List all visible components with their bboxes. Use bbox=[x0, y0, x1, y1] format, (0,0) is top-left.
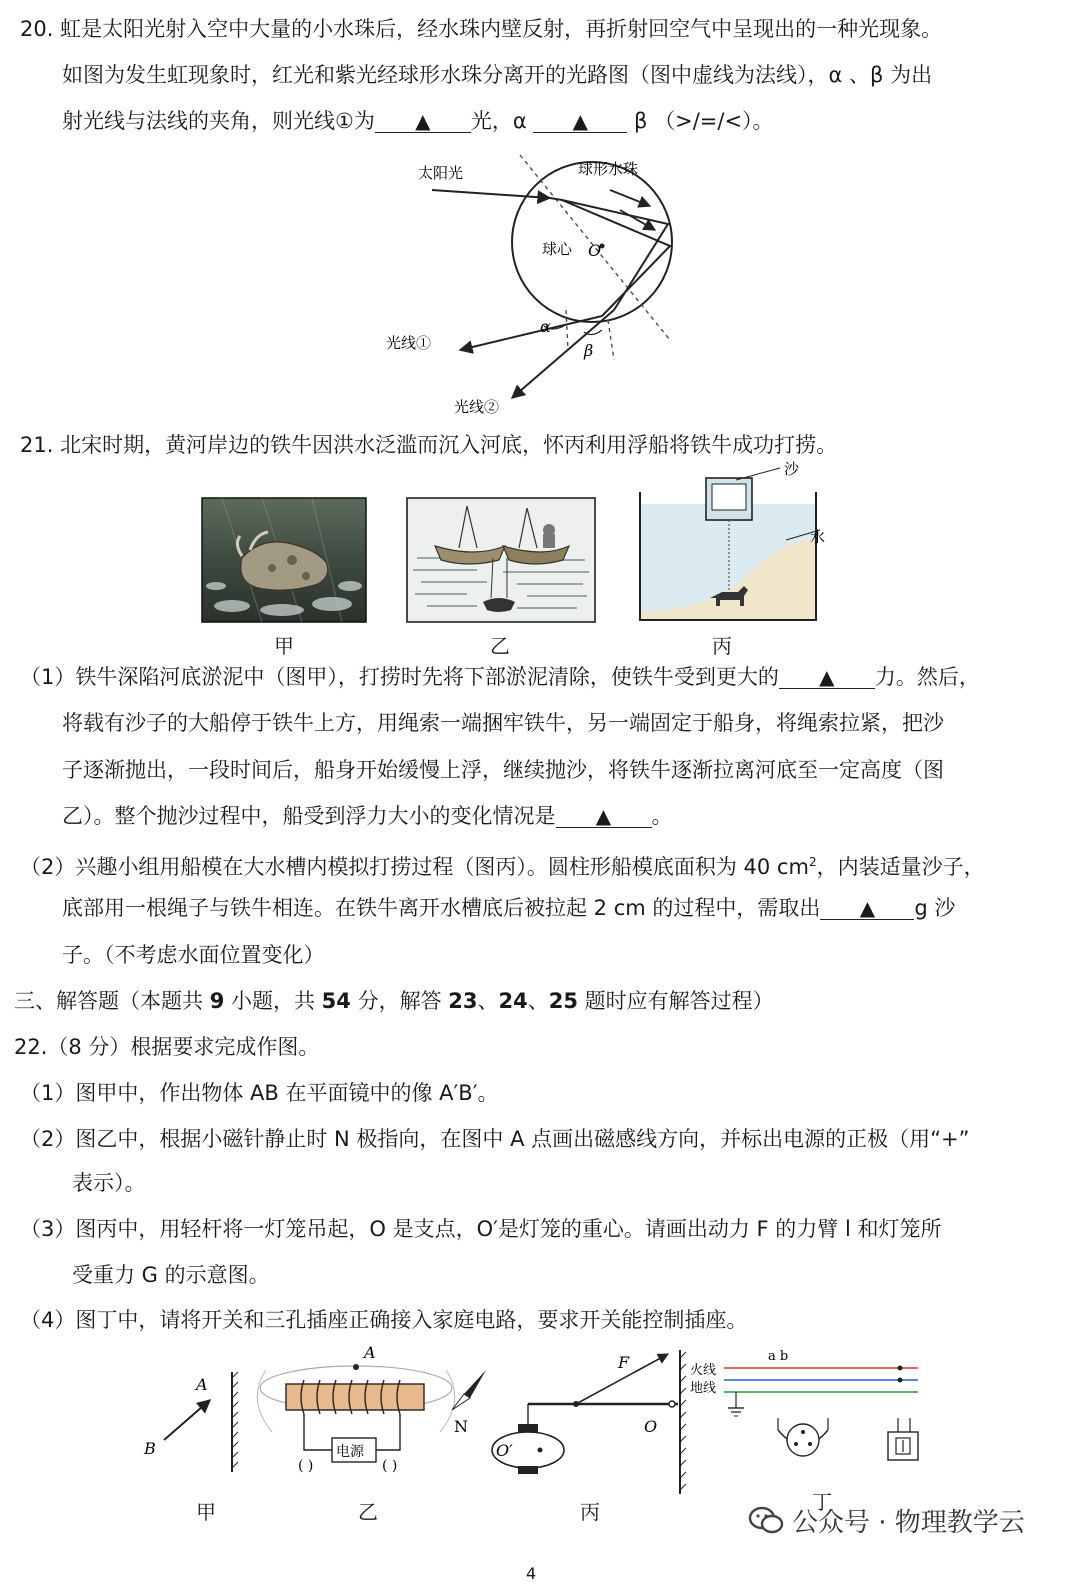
point-a-label: A bbox=[196, 1375, 208, 1394]
beta-label: β bbox=[584, 341, 594, 360]
sun-label: 太阳光 bbox=[418, 164, 464, 182]
lantern-lever-figure bbox=[488, 1348, 698, 1498]
q22-p4: （4）图丁中，请将开关和三孔插座正确接入家庭电路，要求开关能控制插座。 bbox=[20, 1308, 748, 1332]
q21-p2-line3: 子。（不考虑水面位置变化） bbox=[62, 943, 325, 967]
alpha-label: α bbox=[540, 317, 551, 336]
point-a-label: A bbox=[364, 1343, 376, 1362]
power-source-label: 电源 bbox=[336, 1444, 364, 1460]
droplet-label: 球形水珠 bbox=[578, 160, 639, 178]
q20-line1: 20. 虹是太阳光射入空中大量的小水珠后，经水珠内壁反射，再折射回空气中呈现出的一种光现象。 bbox=[20, 17, 943, 41]
q22-p2-line2: 表示）。 bbox=[72, 1171, 146, 1195]
q21-p2-line2: 底部用一根绳子与铁牛相连。在铁牛离开水槽底后被拉起 2 cm 的过程中，需取出 ▲ g 沙 bbox=[62, 893, 955, 923]
q21-p1-line3: 子逐渐抛出，一段时间后，船身开始缓慢上浮，继续抛沙，将铁牛逐渐拉离河底至一定高度（图 bbox=[62, 758, 944, 782]
watermark-text: 公众号 · 物理教学云 bbox=[792, 1508, 1025, 1538]
ray2-label: 光线② bbox=[454, 398, 500, 416]
watermark bbox=[748, 1502, 1025, 1539]
power-terminal-right: ( ) bbox=[382, 1458, 398, 1474]
ground-wire-label: 地线 bbox=[690, 1381, 717, 1396]
north-pole-label: N bbox=[454, 1417, 468, 1436]
q22-p3-line2: 受重力 G 的示意图。 bbox=[72, 1263, 270, 1287]
q22-p3-line1: （3）图丙中，用轻杆将一灯笼吊起，O 是支点，O′是灯笼的重心。请画出动力 F 的力臂 l 和灯笼所 bbox=[20, 1217, 942, 1241]
water-label: 水 bbox=[810, 528, 826, 546]
mirror-figure bbox=[138, 1368, 248, 1478]
figure-caption-bing: 丙 bbox=[580, 1500, 600, 1524]
gravity-center-label: O′ bbox=[496, 1441, 513, 1460]
page-number: 4 bbox=[526, 1564, 537, 1583]
force-f-label: F bbox=[618, 1353, 630, 1372]
q21-p1-line2: 将载有沙子的大船停于铁牛上方，用绳索一端捆牢铁牛，另一端固定于船身，将绳索拉紧，把沙 bbox=[62, 711, 944, 735]
q22-line1: 22.（8 分）根据要求完成作图。 bbox=[14, 1035, 320, 1059]
answer-blank[interactable]: ▲ bbox=[820, 893, 914, 920]
q22-p2-line1: （2）图乙中，根据小磁针静止时 N 极指向，在图中 A 点画出磁感线方向，并标出电源的正极（用“+” bbox=[20, 1127, 970, 1151]
boat-salvage-picture bbox=[407, 498, 595, 622]
household-circuit-figure bbox=[688, 1348, 928, 1496]
figure-caption-ding: 丁 bbox=[812, 1490, 832, 1514]
q21-p1-line4: 乙）。整个抛沙过程中，船受到浮力大小的变化情况是 ▲ 。 bbox=[62, 801, 673, 831]
sand-label: 沙 bbox=[784, 460, 800, 478]
figure-caption-yi: 乙 bbox=[358, 1500, 378, 1524]
q22-p1: （1）图甲中，作出物体 AB 在平面镜中的像 A′B′。 bbox=[20, 1081, 499, 1105]
q20-line3: 射光线与法线的夹角，则光线①为 ▲ 光，α ▲ β （>/=/<）。 bbox=[62, 106, 774, 136]
answer-blank[interactable]: ▲ bbox=[375, 106, 471, 133]
center-o-label: O bbox=[588, 241, 602, 260]
figure-caption-bing: 丙 bbox=[712, 634, 732, 658]
q21-p1-line1: （1）铁牛深陷河底淤泥中（图甲），打捞时先将下部淤泥清除，使铁牛受到更大的 ▲ 力。然后， bbox=[20, 662, 980, 692]
figure-caption-yi: 乙 bbox=[490, 634, 510, 658]
solenoid-figure bbox=[256, 1340, 506, 1490]
center-label: 球心 bbox=[542, 240, 573, 258]
tank-model-picture bbox=[636, 460, 826, 626]
rainbow-droplet-figure bbox=[370, 150, 700, 420]
q21-line1: 21. 北宋时期，黄河岸边的铁牛因洪水泛滥而沉入河底，怀丙利用浮船将铁牛成功打捞。 bbox=[20, 433, 838, 457]
wechat-icon bbox=[748, 1506, 784, 1536]
answer-blank[interactable]: ▲ bbox=[779, 662, 875, 689]
figure-caption-jia: 甲 bbox=[196, 1500, 216, 1524]
power-terminal-left: ( ) bbox=[298, 1458, 314, 1474]
pivot-o-label: O bbox=[644, 1417, 658, 1436]
iron-ox-underwater-picture bbox=[202, 498, 366, 622]
answer-blank[interactable]: ▲ bbox=[533, 106, 627, 133]
ray1-label: 光线① bbox=[386, 334, 432, 352]
q20-line2: 如图为发生虹现象时，红光和紫光经球形水珠分离开的光路图（图中虚线为法线），α 、β 为出 bbox=[62, 63, 933, 87]
figure-caption-jia: 甲 bbox=[274, 634, 294, 658]
section-three-heading: 三、解答题（本题共 9 小题，共 54 分，解答 23、24、25 题时应有解答过程） bbox=[14, 989, 774, 1013]
point-b-label: B bbox=[144, 1439, 156, 1458]
wire-ab-label: a b bbox=[768, 1349, 789, 1364]
q21-p2-line1: （2）兴趣小组用船模在大水槽内模拟打捞过程（图丙）。圆柱形船模底面积为 40 $cm^2$，内装适量沙子， bbox=[20, 855, 985, 879]
answer-blank[interactable]: ▲ bbox=[556, 801, 652, 828]
live-wire-label: 火线 bbox=[690, 1363, 717, 1378]
